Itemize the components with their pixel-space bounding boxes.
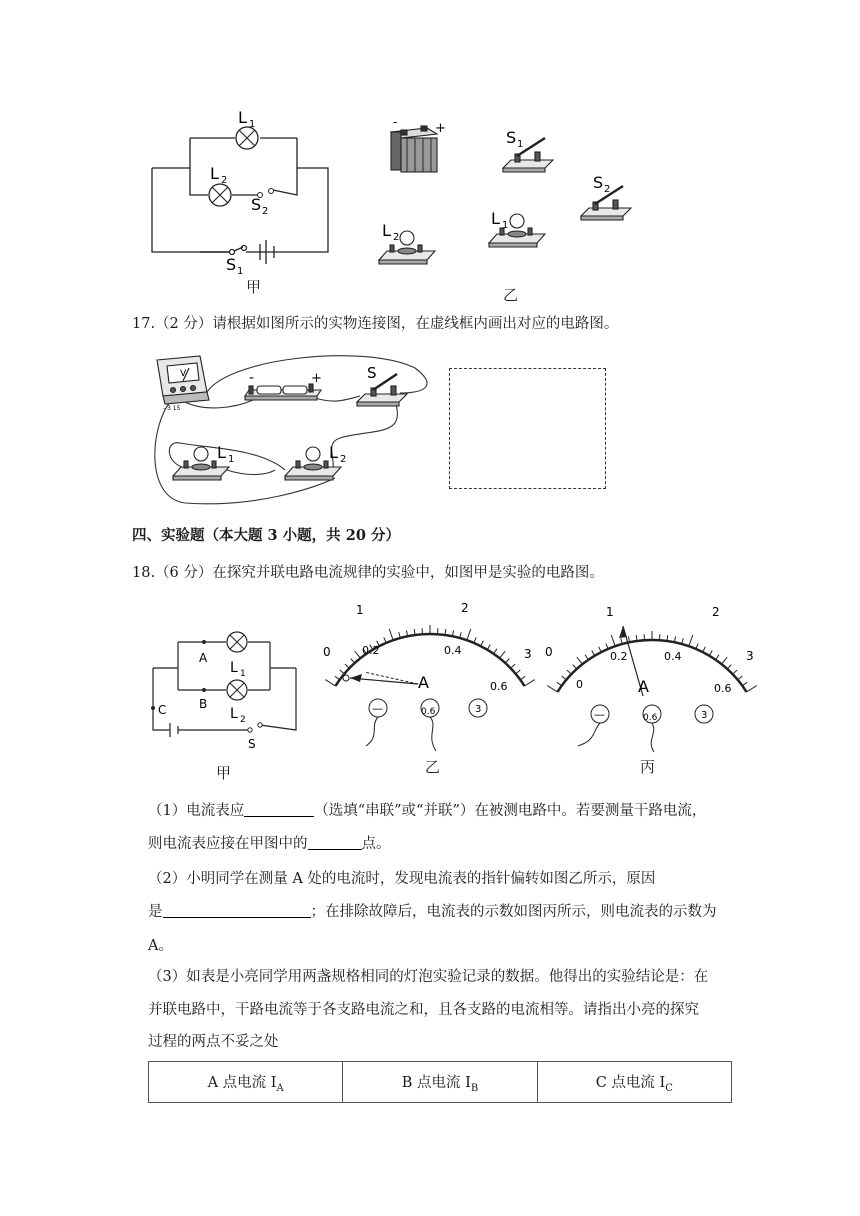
meter-bing-top-0: 0 [545, 645, 553, 659]
label-s1: S [226, 255, 237, 274]
q18-part2-line2: 是 ；在排除故障后，电流表的示数如图丙所示，则电流表的示数为 [148, 904, 717, 920]
q17-real-circuit [145, 348, 445, 508]
meter-yi-terminal-neg: — [372, 702, 383, 715]
caption-bing-18: 丙 [640, 758, 656, 776]
meter-bing-terminal-3: 3 [701, 710, 708, 721]
scale-tick [573, 665, 577, 669]
battery-plus-17: + [311, 371, 322, 386]
meter-yi-unit: A [418, 673, 429, 692]
point-c-label: C [158, 703, 167, 717]
scale-tick [599, 647, 602, 652]
ammeter-bing [540, 596, 770, 756]
label-real-s2: S [593, 173, 604, 192]
lamp-l1-18-sub: 1 [240, 669, 246, 679]
caption-yi-16: 乙 [503, 286, 519, 304]
meter-yi-terminal-06: 0.6 [421, 707, 436, 717]
point-a-label: A [199, 651, 208, 665]
scale-tick [389, 629, 393, 640]
scale-tick [516, 670, 521, 674]
caption-jia-16: 甲 [246, 278, 262, 296]
meter-bing-terminal-06: 0.6 [643, 713, 658, 723]
blank-connection-type[interactable] [244, 802, 314, 817]
scale-tick [703, 647, 706, 652]
section-4-title: 四、实验题（本大题 3 小题，共 20 分） [132, 527, 400, 544]
label-real-l1: L [491, 209, 500, 228]
q18-part2-line3: A。 [148, 938, 173, 954]
scale-tick [592, 651, 595, 656]
voltmeter-letter: V [180, 369, 187, 379]
battery-holder-icon [245, 384, 321, 400]
meter-bing-unit: A [638, 677, 649, 696]
voltmeter-icon [157, 356, 209, 404]
caption-yi-18: 乙 [425, 758, 441, 776]
q18-part3-line1: （3）如表是小亮同学用两盏规格相同的灯泡实验记录的数据。他得出的实验结论是：在 [148, 969, 709, 985]
scale-tick [500, 651, 506, 658]
battery-minus: - [393, 115, 398, 129]
meter-yi-top-2: 2 [461, 601, 469, 615]
scale-tick [689, 635, 693, 646]
scale-tick [325, 680, 335, 686]
switch-s-18-label: S [248, 737, 256, 748]
label-l1: L [238, 108, 247, 127]
scale-tick [520, 676, 525, 680]
scale-tick [577, 657, 583, 664]
label-real-l2-sub: 2 [393, 232, 400, 243]
scale-tick [487, 645, 490, 650]
label-l2-sub: 2 [221, 175, 228, 186]
label-s-17: S [367, 364, 377, 382]
q17-text: 17.（2 分）请根据如图所示的实物连接图，在虚线框内画出对应的电路图。 [132, 316, 619, 332]
q18-text: 18.（6 分）在探究并联电路电流规律的实验中，如图甲是实验的电路图。 [132, 565, 604, 581]
scale-tick [547, 686, 557, 692]
q16-real-objects-yi [375, 110, 645, 275]
scale-tick [335, 676, 340, 680]
scale-tick [494, 649, 497, 654]
meter-yi-top-1: 1 [356, 603, 364, 617]
switch-s-icon [357, 374, 407, 406]
q18-part1-line2: 则电流表应接在甲图中的 点。 [148, 836, 391, 852]
q18-part3-line3: 过程的两点不妥之处 [148, 1034, 279, 1050]
label-real-s2-sub: 2 [604, 184, 611, 195]
label-s2: S [251, 195, 262, 214]
lamp-l1-18-symbol [227, 632, 247, 652]
ammeter-yi [318, 596, 548, 756]
battery-pack-icon [391, 126, 437, 172]
scale-tick [716, 655, 719, 660]
scale-tick [481, 641, 484, 646]
scale-tick [709, 651, 712, 656]
table-header-row [149, 1062, 732, 1103]
lamp-l1-18-label: L [230, 660, 238, 676]
data-table [148, 1061, 732, 1103]
answer-dashed-box [449, 368, 606, 489]
caption-jia-18: 甲 [216, 764, 232, 782]
table-header-c: C 点电流 $I_C$ [537, 1062, 731, 1103]
scale-tick [585, 655, 588, 660]
scale-tick [611, 635, 615, 646]
meter-bing-bottom-0: 0 [576, 678, 583, 691]
meter-yi-terminal-3: 3 [475, 704, 482, 715]
meter-yi-bottom-06: 0.6 [490, 680, 508, 693]
scale-tick [467, 629, 471, 640]
meter-bing-bottom-04: 0.4 [664, 650, 682, 663]
meter-yi-bottom-04: 0.4 [444, 644, 462, 657]
meter-bing-top-2: 2 [712, 605, 720, 619]
scale-tick [747, 686, 757, 692]
q18-part2-line1: （2）小明同学在测量 A 处的电流时，发现电流表的指针偏转如图乙所示，原因 [148, 871, 656, 887]
scale-tick [525, 680, 535, 686]
scale-tick [355, 651, 361, 658]
scale-tick [505, 659, 509, 663]
scale-tick [733, 670, 737, 674]
label-l2-17-sub: 2 [340, 454, 347, 465]
point-b-label: B [199, 697, 208, 711]
scale-tick [567, 670, 571, 674]
label-l2: L [210, 164, 219, 183]
label-real-l2: L [382, 221, 391, 240]
label-real-s1-sub: 1 [517, 139, 524, 150]
q18-part1-line1: （1）电流表应 （选填“串联”或“并联”）在被测电路中。若要测量干路电流， [148, 803, 707, 819]
lamp-l2-18-sub: 2 [240, 715, 246, 725]
meter-yi-top-3: 3 [524, 647, 532, 661]
label-l2-17: L [329, 443, 338, 462]
meter-bing-bottom-06: 0.6 [714, 682, 732, 695]
battery-minus-17: - [249, 370, 255, 386]
label-real-s1: S [506, 128, 517, 147]
scale-tick [562, 676, 567, 680]
meter-bing-top-1: 1 [606, 605, 614, 619]
label-s2-sub: 2 [262, 206, 269, 217]
blank-point[interactable] [308, 835, 362, 850]
label-l1-sub: 1 [249, 119, 256, 130]
lamp-l1-symbol [236, 127, 258, 149]
scale-tick [351, 659, 355, 663]
label-s1-sub: 1 [237, 266, 244, 277]
blank-reason[interactable] [163, 903, 311, 918]
battery-plus: + [435, 121, 446, 136]
scale-tick [722, 657, 728, 664]
meter-yi-top-0: 0 [323, 645, 331, 659]
lamp-l2-symbol [209, 184, 231, 206]
scale-tick [557, 682, 562, 686]
table-header-a: A 点电流 $I_A$ [149, 1062, 343, 1103]
q18-part3-line2: 并联电路中，干路电流等于各支路电流之和，且各支路的电流相等。请指出小亮的探究 [148, 1002, 699, 1018]
meter-bing-terminal-neg: — [594, 708, 605, 721]
meter-bing-top-3: 3 [746, 649, 754, 663]
scale-arc [335, 634, 524, 686]
label-real-l1-sub: 1 [502, 220, 509, 231]
meter-bing-bottom-02: 0.2 [610, 650, 628, 663]
scale-tick [738, 676, 743, 680]
scale-tick [345, 664, 349, 668]
scale-tick [340, 670, 345, 674]
scale-tick [742, 682, 747, 686]
lamp-l2-18-symbol [227, 680, 247, 700]
lamp-l2-18-label: L [230, 706, 238, 722]
label-l1-17-sub: 1 [228, 454, 235, 465]
q18-circuit-jia [148, 628, 308, 748]
scale-tick [511, 664, 515, 668]
voltmeter-terminals: - 3 15 [163, 405, 181, 412]
q16-circuit-jia [140, 100, 340, 300]
scale-tick [727, 665, 731, 669]
table-header-b: B 点电流 $I_B$ [343, 1062, 537, 1103]
meter-yi-bottom-02: 0.2 [362, 644, 380, 657]
label-l1-17: L [217, 443, 226, 462]
